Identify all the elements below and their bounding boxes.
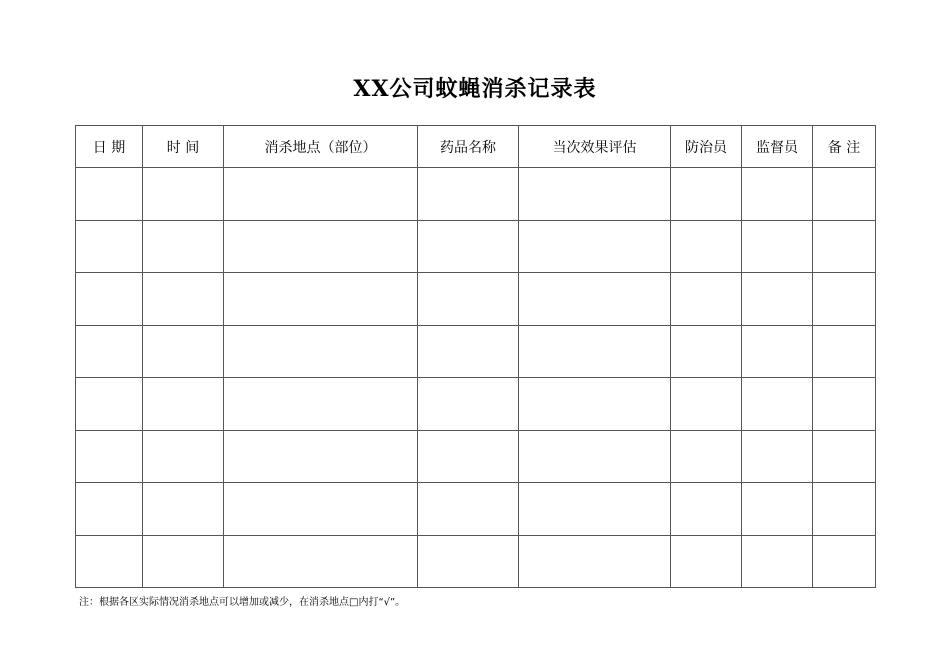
table-cell[interactable] [76, 168, 143, 221]
table-cell[interactable] [742, 535, 813, 588]
table-cell[interactable] [143, 273, 224, 326]
table-row [76, 168, 876, 221]
table-cell[interactable] [742, 483, 813, 536]
table-cell[interactable] [418, 325, 519, 378]
table-cell[interactable] [671, 325, 742, 378]
document-title: XX公司蚊蝇消杀记录表 [353, 76, 597, 102]
table-cell[interactable] [224, 168, 418, 221]
header-location: 消杀地点（部位） [224, 126, 418, 168]
table-cell[interactable] [76, 220, 143, 273]
table-cell[interactable] [519, 378, 671, 431]
header-supervisor: 监督员 [742, 126, 813, 168]
table-cell[interactable] [671, 430, 742, 483]
table-cell[interactable] [418, 378, 519, 431]
table-cell[interactable] [813, 483, 876, 536]
table-cell[interactable] [813, 378, 876, 431]
table-cell[interactable] [418, 430, 519, 483]
table-cell[interactable] [224, 483, 418, 536]
table-cell[interactable] [742, 273, 813, 326]
table-cell[interactable] [671, 220, 742, 273]
header-effect-assessment: 当次效果评估 [519, 126, 671, 168]
table-cell[interactable] [519, 535, 671, 588]
table-cell[interactable] [224, 220, 418, 273]
table-row [76, 378, 876, 431]
table-cell[interactable] [143, 220, 224, 273]
table-cell[interactable] [813, 325, 876, 378]
table-cell[interactable] [671, 168, 742, 221]
table-row [76, 483, 876, 536]
table-row [76, 430, 876, 483]
table-cell[interactable] [76, 535, 143, 588]
table-cell[interactable] [224, 378, 418, 431]
table-row [76, 220, 876, 273]
table-cell[interactable] [143, 535, 224, 588]
table-cell[interactable] [224, 535, 418, 588]
table-cell[interactable] [742, 325, 813, 378]
table-cell[interactable] [742, 378, 813, 431]
table-cell[interactable] [742, 430, 813, 483]
table-cell[interactable] [519, 168, 671, 221]
table-cell[interactable] [76, 483, 143, 536]
table-cell[interactable] [143, 378, 224, 431]
table-cell[interactable] [76, 325, 143, 378]
table-cell[interactable] [143, 483, 224, 536]
header-date: 日 期 [76, 126, 143, 168]
header-remarks: 备 注 [813, 126, 876, 168]
table-cell[interactable] [143, 325, 224, 378]
table-cell[interactable] [143, 430, 224, 483]
table-cell[interactable] [143, 168, 224, 221]
table-cell[interactable] [742, 220, 813, 273]
header-row [76, 126, 876, 168]
table-cell[interactable] [519, 483, 671, 536]
table-cell[interactable] [742, 168, 813, 221]
table-cell[interactable] [224, 325, 418, 378]
table-cell[interactable] [671, 273, 742, 326]
header-pest-controller: 防治员 [671, 126, 742, 168]
table-cell[interactable] [418, 220, 519, 273]
table-cell[interactable] [813, 430, 876, 483]
header-drug-name: 药品名称 [418, 126, 519, 168]
table-cell[interactable] [813, 220, 876, 273]
record-table [75, 125, 876, 588]
table-row [76, 325, 876, 378]
table-cell[interactable] [519, 430, 671, 483]
table-cell[interactable] [813, 273, 876, 326]
table-cell[interactable] [671, 378, 742, 431]
table-cell[interactable] [671, 535, 742, 588]
table-cell[interactable] [519, 325, 671, 378]
table-row [76, 273, 876, 326]
table-cell[interactable] [76, 273, 143, 326]
table-cell[interactable] [418, 483, 519, 536]
table-cell[interactable] [813, 168, 876, 221]
table-cell[interactable] [76, 378, 143, 431]
table-cell[interactable] [813, 535, 876, 588]
table-cell[interactable] [76, 430, 143, 483]
table-cell[interactable] [224, 430, 418, 483]
table-cell[interactable] [418, 168, 519, 221]
header-time: 时 间 [143, 126, 224, 168]
footnote: 注：根据各区实际情况消杀地点可以增加或减少，在消杀地点□内打“√”。 [79, 597, 406, 608]
table-cell[interactable] [224, 273, 418, 326]
table-cell[interactable] [519, 220, 671, 273]
table-cell[interactable] [418, 273, 519, 326]
table-row [76, 535, 876, 588]
table-cell[interactable] [671, 483, 742, 536]
table-cell[interactable] [519, 273, 671, 326]
table-cell[interactable] [418, 535, 519, 588]
